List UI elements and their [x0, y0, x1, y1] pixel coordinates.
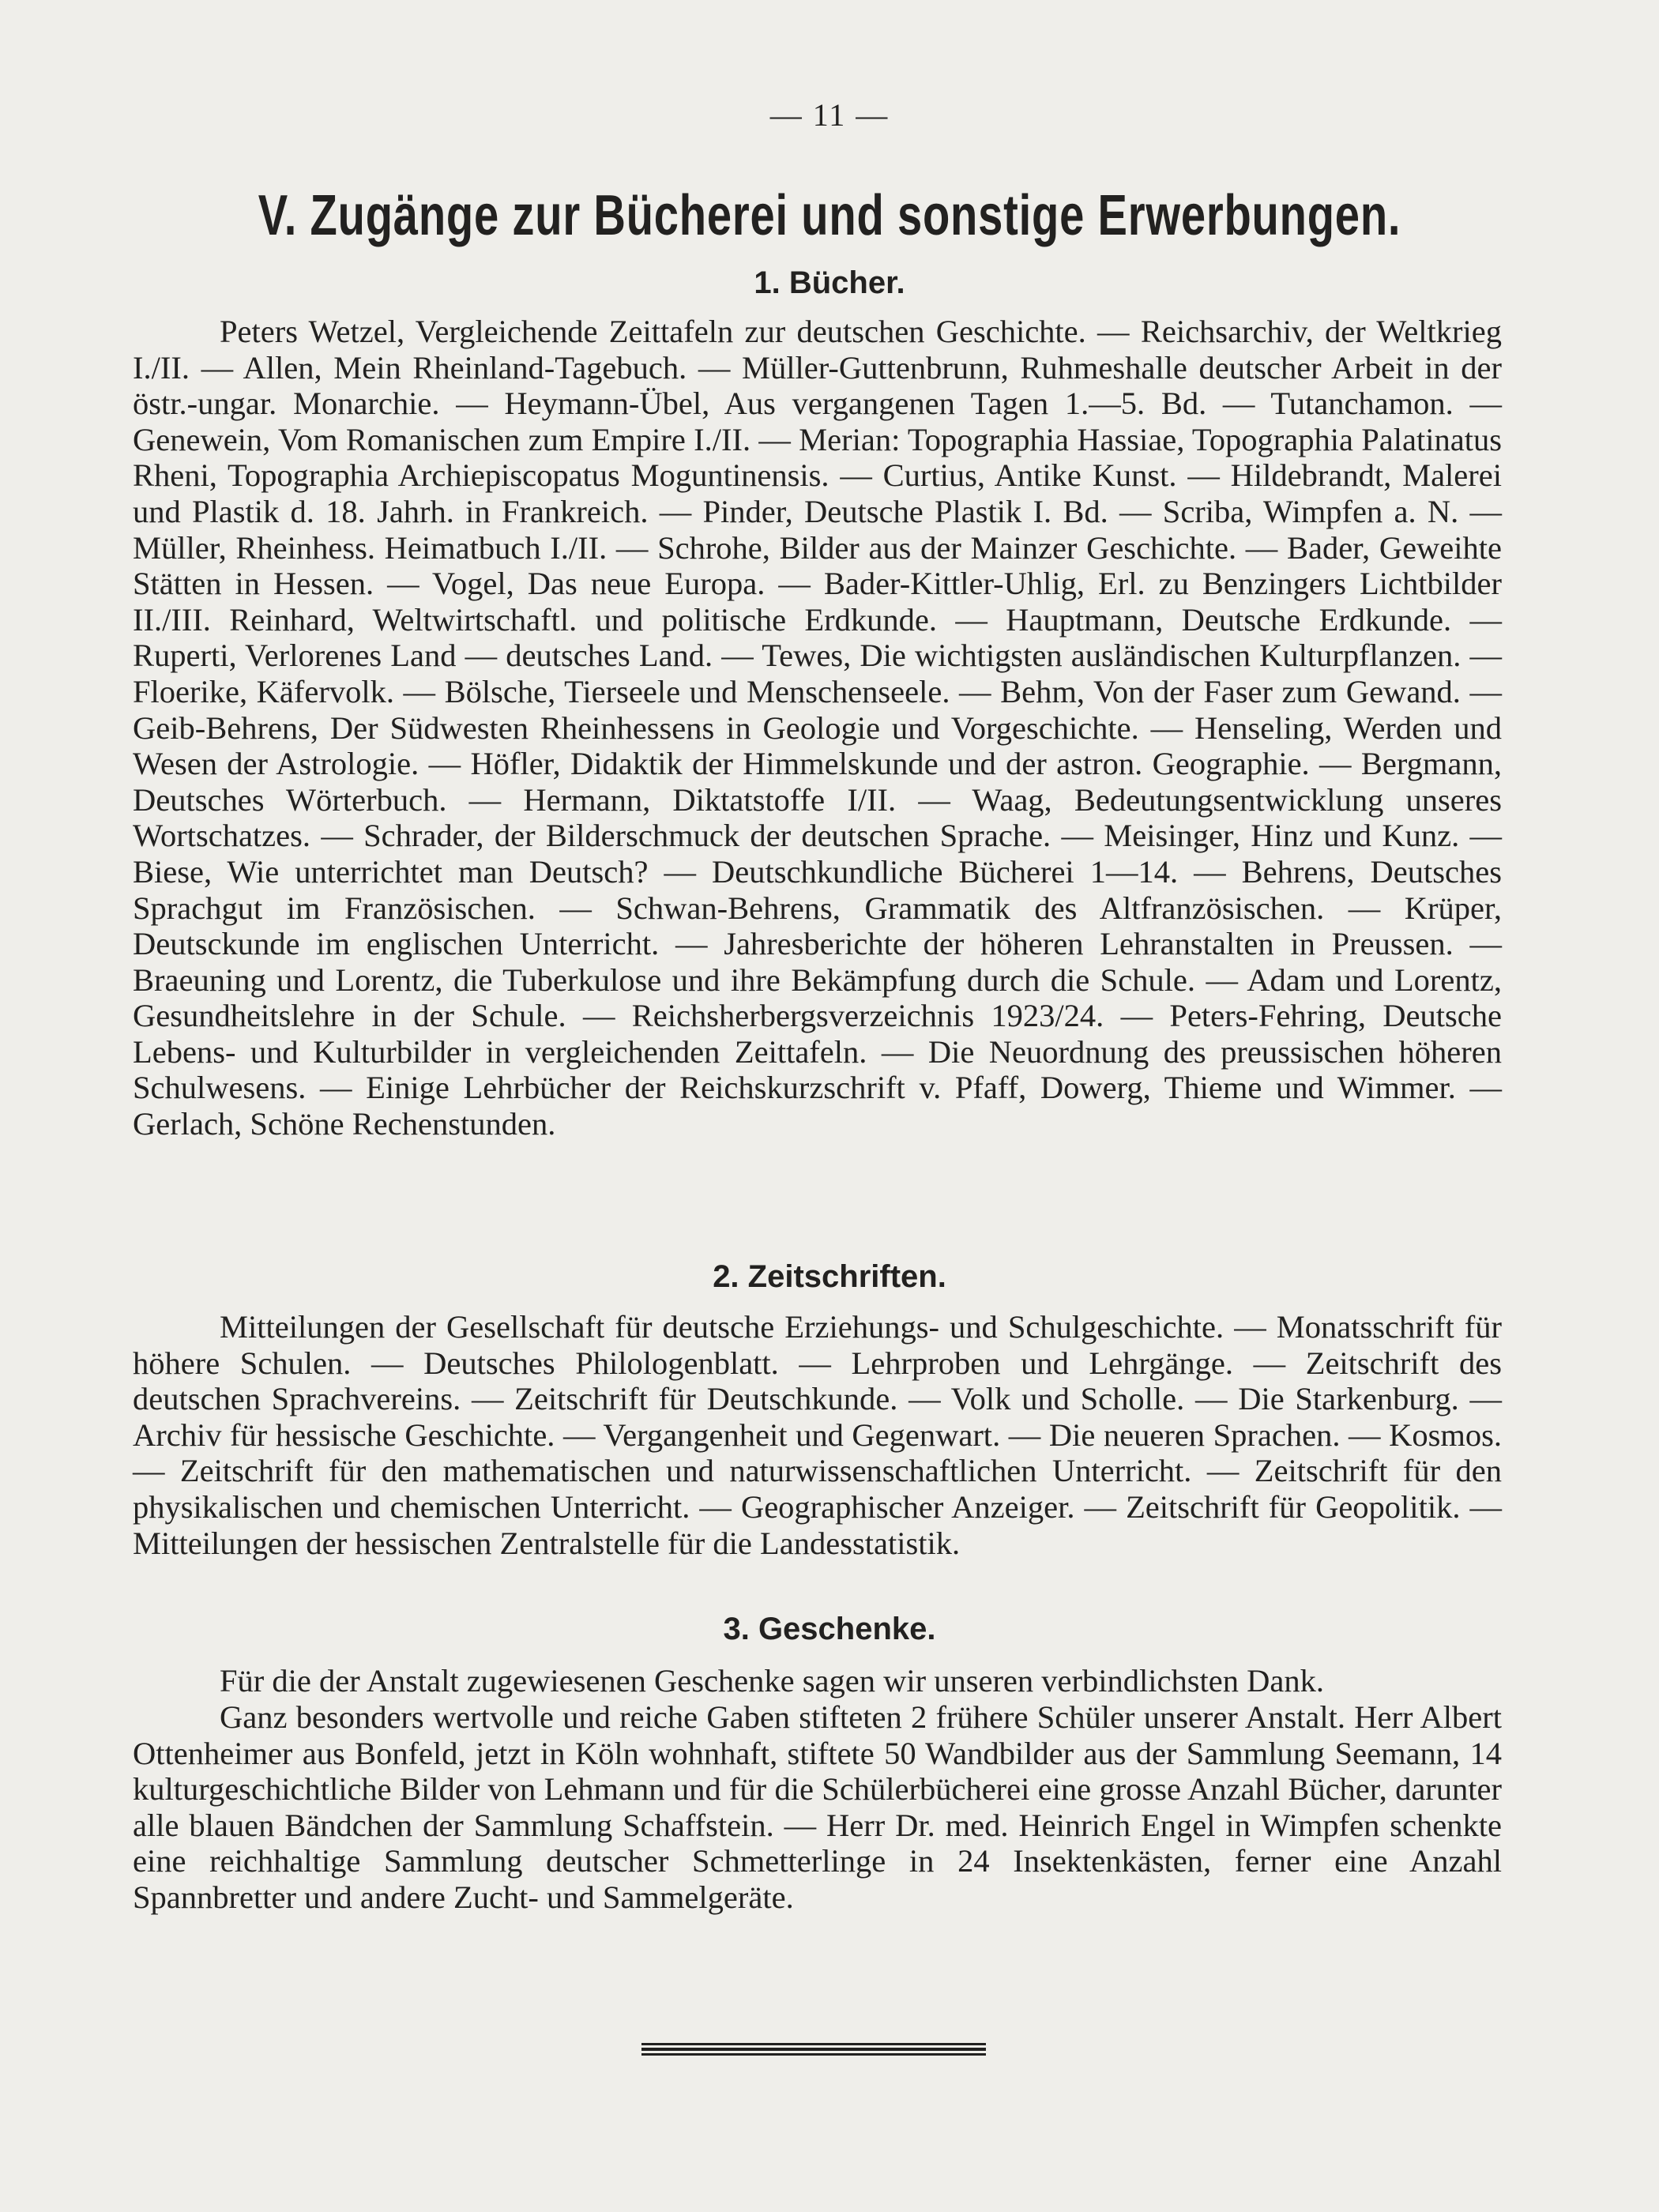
- section-divider: [641, 2043, 986, 2056]
- divider-line-top: [641, 2043, 986, 2045]
- gifts-details-paragraph: Ganz besonders wertvolle und reiche Gaben stifteten 2 frühere Schüler unserer Anstalt. Herr Albert Ottenheimer aus Bonfeld, jetzt in Köln wohnhaft, stiftete 50 Wandbilder aus der Sammlung Seemann, 14 kulturgeschichtliche Bilder von Lehmann und für die Schülerbücherei eine grosse Anzahl Bücher, darunter alle blauen Bändchen der Sammlung Schaffstein. — Herr Dr. med. Heinrich Engel in Wimpfen schenkte eine reichhaltige Sammlung deutscher Schmetterlinge in 24 Insektenkästen, ferner eine Anzahl Spannbretter und andere Zucht- und Sammelgeräte.: [133, 1699, 1502, 1915]
- gifts-thanks-paragraph: Für die der Anstalt zugewiesenen Geschenke sagen wir unseren verbindlichsten Dank.: [220, 1663, 1324, 1698]
- section-heading-books: 1. Bücher.: [754, 265, 905, 300]
- divider-line-bottom: [641, 2053, 986, 2056]
- books-list-paragraph: Peters Wetzel, Vergleichende Zeittafeln zur deutschen Geschichte. — Reichsarchiv, der Weltkrieg I./II. — Allen, Mein Rheinland-Tagebuch. — Müller-Guttenbrunn, Ruhmeshalle deutscher Arbeit in der östr.-ungar. Monarchie. — Heymann-Übel, Aus vergangenen Tagen 1.—5. Bd. — Tutanchamon. — Genewein, Vom Romanischen zum Empire I./II. — Merian: Topographia Hassiae, Topographia Palatinatus Rheni, Topographia Archiepiscopatus Moguntinensis. — Curtius, Antike Kunst. — Hildebrandt, Malerei und Plastik d. 18. Jahrh. in Frankreich. — Pinder, Deutsche Plastik I. Bd. — Scriba, Wimpfen a. N. — Müller, Rheinhess. Heimatbuch I./II. — Schrohe, Bilder aus der Mainzer Geschichte. — Bader, Geweihte Stätten in Hessen. — Vogel, Das neue Europa. — Bader-Kittler-Uhlig, Erl. zu Benzingers Lichtbilder II./III. Reinhard, Weltwirtschaftl. und politische Erdkunde. — Hauptmann, Deutsche Erdkunde. — Ruperti, Verlorenes Land — deutsches Land. — Tewes, Die wichtigsten ausländischen Kulturpflanzen. — Floerike, Käfervolk. — Bölsche, Tierseele und Menschenseele. — Behm, Von der Faser zum Gewand. — Geib-Behrens, Der Südwesten Rheinhessens in Geologie und Vorgeschichte. — Henseling, Werden und Wesen der Astrologie. — Höfler, Didaktik der Himmelskunde und der astron. Geographie. — Bergmann, Deutsches Wörterbuch. — Hermann, Diktatstoffe I/II. — Waag, Bedeutungsentwicklung unseres Wortschatzes. — Schrader, der Bilderschmuck der deutschen Sprache. — Meisinger, Hinz und Kunz. — Biese, Wie unterrichtet man Deutsch? — Deutschkundliche Bücherei 1—14. — Behrens, Deutsches Sprachgut im Französischen. — Schwan-Behrens, Grammatik des Altfranzösischen. — Krüper, Deutsckunde im englischen Unterricht. — Jahresberichte der höheren Lehranstalten in Preussen. — Braeuning und Lorentz, die Tuberkulose und ihre Bekämpfung durch die Schule. — Adam und Lorentz, Gesundheitslehre in der Schule. — Reichsherbergsverzeichnis 1923/24. — Peters-Fehring, Deutsche Lebens- und Kulturbilder in vergleichenden Zeittafeln. — Die Neuordnung des preussischen höheren Schulwesens. — Einige Lehrbücher der Reichskurzschrift v. Pfaff, Dowerg, Thieme und Wimmer. — Gerlach, Schöne Rechenstunden.: [133, 314, 1502, 1142]
- page-number: — 11 —: [769, 97, 890, 133]
- section-heading-journals: 2. Zeitschriften.: [713, 1259, 946, 1294]
- divider-line-middle: [641, 2048, 986, 2051]
- journals-list-paragraph: Mitteilungen der Gesellschaft für deutsche Erziehungs- und Schulgeschichte. — Monatsschrift für höhere Schulen. — Deutsches Philologenblatt. — Lehrproben und Lehrgänge. — Zeitschrift des deutschen Sprachvereins. — Zeitschrift für Deutschkunde. — Volk und Scholle. — Die Starkenburg. — Archiv für hessische Geschichte. — Vergangenheit und Gegenwart. — Die neueren Sprachen. — Kosmos. — Zeitschrift für den mathematischen und naturwissenschaftlichen Unterricht. — Zeitschrift für den physikalischen und chemischen Unterricht. — Geographischer Anzeiger. — Zeitschrift für Geopolitik. — Mitteilungen der hessischen Zentralstelle für die Landesstatistik.: [133, 1309, 1502, 1561]
- section-heading-gifts: 3. Geschenke.: [723, 1612, 936, 1646]
- page-title: V. Zugänge zur Bücherei und sonstige Erwerbungen.: [258, 184, 1401, 247]
